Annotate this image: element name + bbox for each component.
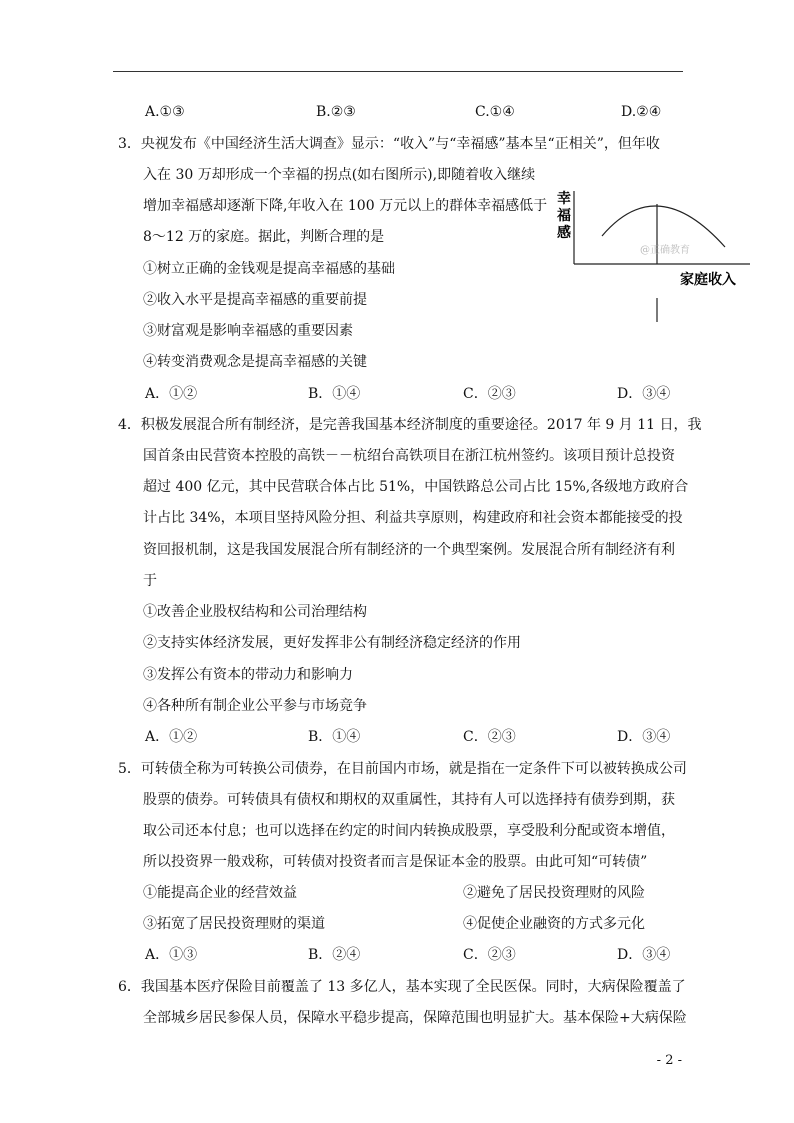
q4-option-b[interactable]: B．①④ xyxy=(308,729,361,745)
q3-statement-3: ③财富观是影响幸福感的重要因素 xyxy=(143,323,353,339)
q4-option-c[interactable]: C．②③ xyxy=(463,729,516,745)
q3-figure-curve xyxy=(602,206,725,247)
q4-stem-line2: 国首条由民营资本控股的高铁－－杭绍台高铁项目在浙江杭州签约。该项目预计总投资 xyxy=(143,448,675,464)
q4-stem-line1: 4．积极发展混合所有制经济，是完善我国基本经济制度的重要途径。2017 年 9 月 11 日，我 xyxy=(118,417,702,433)
q4-stem-line3: 超过 400 亿元，其中民营联合体占比 51%，中国铁路总公司占比 15%,各级地方政府合 xyxy=(143,479,689,495)
q3-stem-line2: 入在 30 万却形成一个幸福的拐点(如右图所示),即随着收入继续 xyxy=(143,167,536,183)
q5-statement-2: ②避免了居民投资理财的风险 xyxy=(463,885,645,901)
q4-option-a[interactable]: A．①② xyxy=(145,729,198,745)
page-number: - 2 - xyxy=(656,1053,682,1068)
q5-stem-line2: 股票的债券。可转债具有债权和期权的双重属性，其持有人可以选择持有债券到期，获 xyxy=(143,792,675,808)
q4-statement-3: ③发挥公有资本的带动力和影响力 xyxy=(143,667,353,683)
q5-option-a[interactable]: A．①③ xyxy=(145,947,198,963)
q3-stem-line4: 8～12 万的家庭。据此，判断合理的是 xyxy=(143,229,385,245)
q3-figure-ylabel-1: 幸 xyxy=(557,191,571,207)
q3-option-d[interactable]: D．③④ xyxy=(617,386,671,402)
q3-figure-xlabel: 家庭收入 xyxy=(680,272,736,288)
q5-stem-line3: 取公司还本付息；也可以选择在约定的时间内转换成股票，享受股利分配或资本增值， xyxy=(143,823,675,839)
q4-statement-2: ②支持实体经济发展，更好发挥非公有制经济稳定经济的作用 xyxy=(143,635,521,651)
q5-option-d[interactable]: D．③④ xyxy=(617,947,671,963)
q3-stem-line3: 增加幸福感却逐渐下降,年收入在 100 万元以上的群体幸福感低于 xyxy=(143,198,548,214)
q4-option-d[interactable]: D．③④ xyxy=(617,729,671,745)
q2-option-c[interactable]: C.①④ xyxy=(475,104,515,120)
q4-statement-1: ①改善企业股权结构和公司治理结构 xyxy=(143,604,367,620)
q2-option-d[interactable]: D.②④ xyxy=(621,104,662,120)
header-rule xyxy=(113,71,683,72)
q5-statement-4: ④促使企业融资的方式多元化 xyxy=(463,916,645,932)
q3-statement-2: ②收入水平是提高幸福感的重要前提 xyxy=(143,292,367,308)
q3-option-c[interactable]: C．②③ xyxy=(463,386,516,402)
q5-statement-3: ③拓宽了居民投资理财的渠道 xyxy=(143,916,325,932)
q3-option-a[interactable]: A．①② xyxy=(145,386,198,402)
q4-statement-4: ④各种所有制企业公平参与市场竞争 xyxy=(143,698,367,714)
q6-stem-line1: 6．我国基本医疗保险目前覆盖了 13 多亿人，基本实现了全民医保。同时，大病保险覆盖了 xyxy=(118,979,686,995)
q3-figure-watermark: @正确教育 xyxy=(640,245,690,256)
q5-stem-line4: 所以投资界一般戏称，可转债对投资者而言是保证本金的股票。由此可知“可转债” xyxy=(143,854,648,870)
q3-statement-4: ④转变消费观念是提高幸福感的关键 xyxy=(143,354,367,370)
q3-figure-ylabel-2: 福 xyxy=(557,208,571,224)
q3-stem-line1: 3．央视发布《中国经济生活大调查》显示：“收入”与“幸福感”基本呈“正相关”，但年收 xyxy=(118,136,660,152)
q5-option-c[interactable]: C．②③ xyxy=(463,947,516,963)
q5-option-b[interactable]: B．②④ xyxy=(308,947,361,963)
q6-stem-line2: 全部城乡居民参保人员，保障水平稳步提高，保障范围也明显扩大。基本保险+大病保险 xyxy=(143,1010,687,1026)
q3-option-b[interactable]: B．①④ xyxy=(308,386,361,402)
q4-stem-line5: 资回报机制，这是我国发展混合所有制经济的一个典型案例。发展混合所有制经济有利 xyxy=(143,542,675,558)
q3-figure-ylabel-3: 感 xyxy=(557,225,571,241)
q2-option-b[interactable]: B.②③ xyxy=(316,104,356,120)
q3-income-happiness-figure xyxy=(545,183,755,328)
q5-stem-line1: 5．可转债全称为可转换公司债券，在目前国内市场，就是指在一定条件下可以被转换成公司 xyxy=(118,761,687,777)
q3-statement-1: ①树立正确的金钱观是提高幸福感的基础 xyxy=(143,261,395,277)
q5-statement-1: ①能提高企业的经营效益 xyxy=(143,885,297,901)
q4-stem-line4: 计占比 34%，本项目坚持风险分担、利益共享原则，构建政府和社会资本都能接受的投 xyxy=(143,510,683,526)
q4-stem-line6: 于 xyxy=(143,573,157,589)
q2-option-a[interactable]: A.①③ xyxy=(145,104,185,120)
